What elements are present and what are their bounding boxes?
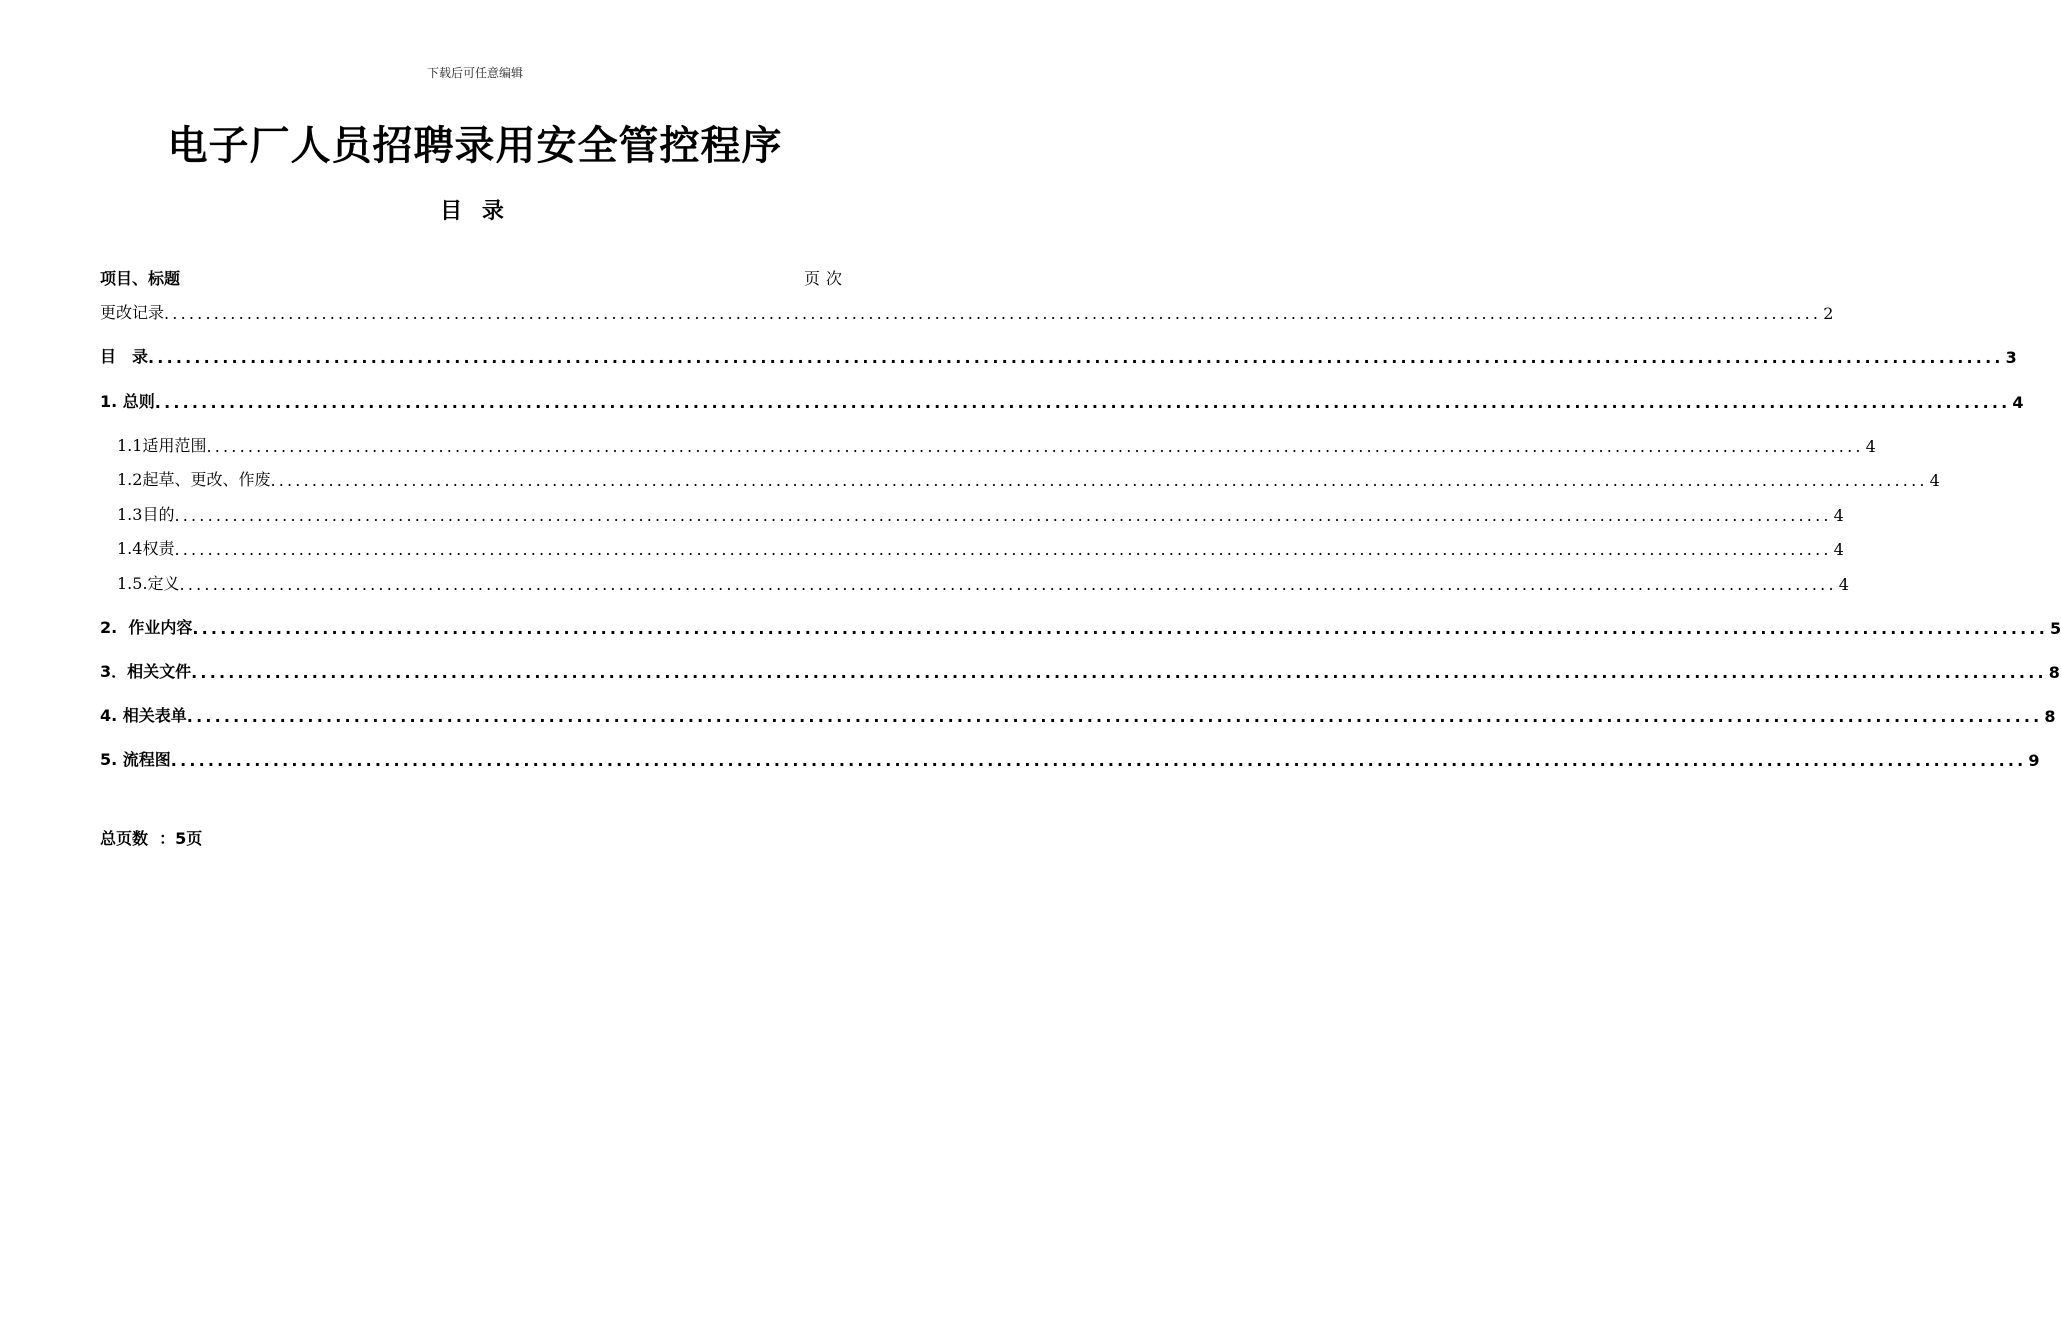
toc-leader-dots: ........................................................................................................................................................................................................ (192, 619, 2048, 638)
toc-entry-change-log[interactable] (100, 299, 1834, 323)
toc-entry-definitions[interactable] (117, 570, 1849, 594)
toc-entry-page: 3 (2005, 348, 2017, 367)
toc-entry-responsibility[interactable] (117, 535, 1844, 559)
toc-entry-page: 5 (2049, 619, 2061, 638)
toc-entry-page: 4 (1929, 471, 1940, 490)
toc-leader-dots: ........................................................................................................................................................................................................ (174, 506, 1832, 525)
toc-entry-purpose[interactable] (117, 501, 1844, 525)
toc-leader-dots: ........................................................................................................................................................................................................ (170, 751, 2027, 770)
toc-entry-work-content[interactable] (100, 614, 2061, 638)
toc-entry-page: 4 (2012, 393, 2024, 412)
toc-entry-label: 1. 总则 (100, 392, 155, 411)
toc-entry-label: 3．相关文件 (100, 662, 192, 681)
toc-entry-label: 4. 相关表单 (100, 706, 187, 725)
column-header-title: 项目、标题 (100, 269, 181, 288)
toc-entry-page: 2 (1823, 304, 1834, 323)
toc-leader-dots: ........................................................................................................................................................................................................ (206, 437, 1864, 456)
toc-leader-dots: ........................................................................................................................................................................................................ (174, 540, 1832, 559)
toc-entry-label: 1.1适用范围 (117, 436, 207, 455)
toc-entry-label: 1.2起草、更改、作废 (117, 470, 271, 489)
toc-heading: 目 录 (440, 199, 510, 224)
header-note: 下载后可任意编辑 (426, 66, 523, 80)
toc-entry-page: 4 (1865, 437, 1876, 456)
toc-entry-page: 8 (2048, 663, 2060, 682)
toc-entry-page: 4 (1833, 506, 1844, 525)
toc-entry-scope[interactable] (117, 432, 1876, 456)
toc-entry-flowchart[interactable] (100, 746, 2040, 770)
toc-entry-drafting[interactable] (117, 466, 1940, 490)
toc-leader-dots: ........................................................................................................................................................................................................ (191, 663, 2047, 682)
toc-leader-dots: ........................................................................................................................................................................................................ (148, 348, 2004, 367)
toc-leader-dots: ........................................................................................................................................................................................................ (164, 304, 1822, 323)
toc-entry-related-files[interactable] (100, 658, 2060, 682)
toc-entry-page: 4 (1838, 575, 1849, 594)
toc-leader-dots: ........................................................................................................................................................................................................ (179, 575, 1837, 594)
toc-leader-dots: ........................................................................................................................................................................................................ (154, 393, 2011, 412)
document-title: 电子厂人员招聘录用安全管控程序 (167, 123, 783, 169)
toc-entry-label: 更改记录 (100, 303, 165, 322)
toc-entry-contents[interactable] (100, 343, 2017, 367)
total-pages: 总页数 ：5页 (100, 829, 203, 848)
toc-entry-related-forms[interactable] (100, 702, 2056, 726)
toc-entry-label: 5. 流程图 (100, 750, 171, 769)
toc-column-header (100, 266, 848, 290)
toc-leader-dots: ........................................................................................................................................................................................................ (270, 471, 1928, 490)
toc-entry-general[interactable] (100, 388, 2024, 412)
toc-entry-page: 8 (2044, 707, 2056, 726)
toc-entry-label: 1.5.定义 (117, 574, 180, 593)
toc-entry-label: 目 录 (100, 347, 149, 366)
toc-entry-label: 2. 作业内容 (100, 618, 193, 637)
toc-entry-page: 4 (1833, 540, 1844, 559)
toc-entry-page: 9 (2028, 751, 2040, 770)
toc-leader-dots: ........................................................................................................................................................................................................ (186, 707, 2043, 726)
toc-entry-label: 1.4权责 (117, 539, 175, 558)
column-header-page: 页次 (803, 269, 848, 288)
toc-entry-label: 1.3目的 (117, 505, 175, 524)
